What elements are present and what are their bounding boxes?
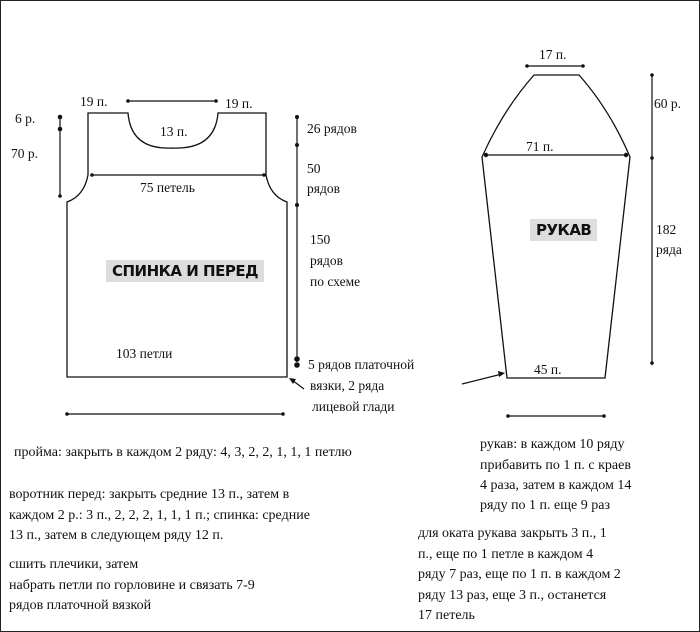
rows-150-a: 150 xyxy=(310,232,331,247)
cap-note-1: для оката рукава закрыть 3 п., 1 xyxy=(418,526,607,541)
sleeve-rows-60: 60 р. xyxy=(654,96,681,111)
sleeve-note-4: ряду по 1 п. еще 9 раз xyxy=(480,498,610,513)
sleeve-top-label: 17 п. xyxy=(539,47,567,62)
sleeve-note-1: рукав: в каждом 10 ряду xyxy=(480,437,625,452)
cap-note-5: 17 петель xyxy=(418,608,475,623)
sleeve-note-2: прибавить по 1 п. с краев xyxy=(480,458,631,473)
row-count-6: 6 р. xyxy=(15,111,36,126)
finish-note-1: сшить плечики, затем xyxy=(9,557,139,572)
hem-note-c: лицевой глади xyxy=(312,399,395,414)
width-103-label: 103 петли xyxy=(116,346,173,361)
sleeve-width-label: 71 п. xyxy=(526,139,554,154)
collar-note-2: каждом 2 р.: 3 п., 2, 2, 2, 1, 1, 1 п.; спинка: средние xyxy=(9,508,310,523)
shoulder-left-label: 19 п. xyxy=(80,94,108,109)
rows-50-b: рядов xyxy=(307,181,340,196)
sleeve-bottom-label: 45 п. xyxy=(534,362,562,377)
sleeve-rows-182-a: 182 xyxy=(656,222,677,237)
cap-note-3: ряду 7 раз, еще по 1 п. в каждом 2 xyxy=(418,567,621,582)
width-75-label: 75 петель xyxy=(140,180,195,195)
finish-note-3: рядов платочной вязкой xyxy=(9,598,152,613)
sleeve-piece-label: РУКАВ xyxy=(530,219,597,241)
body-piece-label: СПИНКА И ПЕРЕД xyxy=(106,260,264,282)
cap-note-4: ряду 13 раз, еще 3 п., останется xyxy=(418,588,607,603)
rows-26: 26 рядов xyxy=(307,121,357,136)
cap-note-2: п., еще по 1 петле в каждом 4 xyxy=(418,547,594,562)
body-outline xyxy=(67,113,287,377)
row-count-70: 70 р. xyxy=(11,146,38,161)
sleeve-note-3: 4 раза, затем в каждом 14 xyxy=(480,478,632,493)
neck-label: 13 п. xyxy=(160,124,188,139)
finish-note-2: набрать петли по горловине и связать 7-9 xyxy=(9,578,255,593)
rows-150-b: рядов xyxy=(310,253,343,268)
armhole-note: пройма: закрыть в каждом 2 ряду: 4, 3, 2, 2, 1, 1, 1 петлю xyxy=(14,445,352,460)
shoulder-right-label: 19 п. xyxy=(225,96,253,111)
rows-50-a: 50 xyxy=(307,161,321,176)
hem-note-a: 5 рядов платочной xyxy=(308,357,415,372)
sleeve-arrow xyxy=(462,374,502,384)
sleeve-rows-182-b: ряда xyxy=(656,242,682,257)
collar-note-3: 13 п., затем в следующем ряду 12 п. xyxy=(9,528,224,543)
rows-150-c: по схеме xyxy=(310,274,361,289)
hem-note-b: вязки, 2 ряда xyxy=(310,378,385,393)
collar-note-1: воротник перед: закрыть средние 13 п., затем в xyxy=(9,487,290,502)
